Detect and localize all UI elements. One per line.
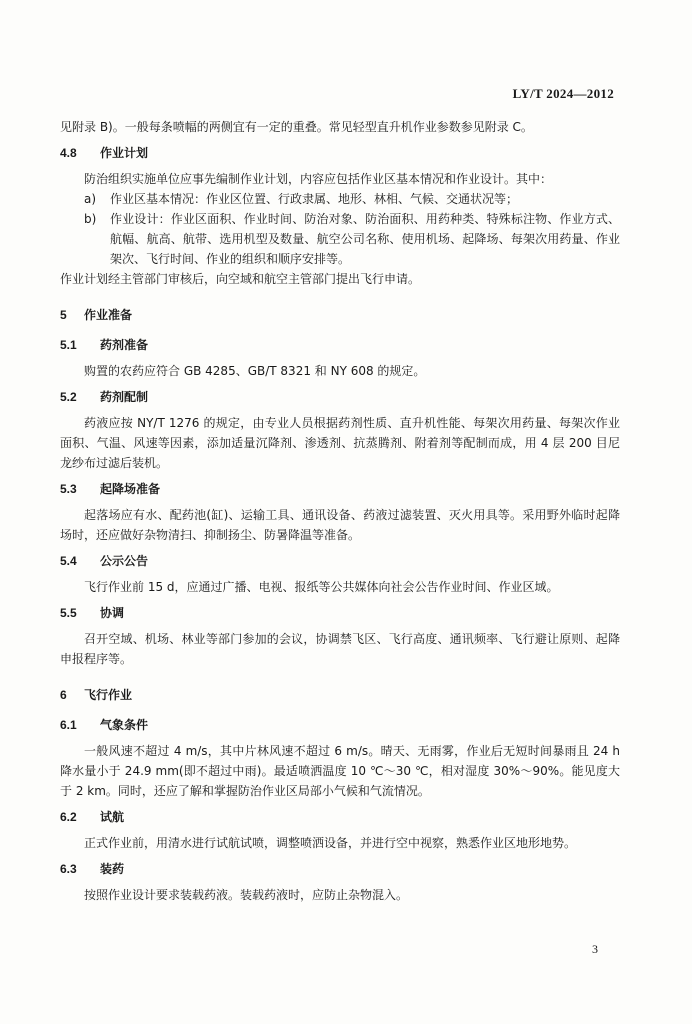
section-number: 6.3 <box>60 862 77 876</box>
list-marker: b) <box>84 212 97 226</box>
list-item <box>60 189 620 209</box>
section-number: 5.2 <box>60 390 77 404</box>
section-title: 装药 <box>100 862 125 876</box>
section-number: 5.4 <box>60 554 77 568</box>
section-title: 作业准备 <box>84 308 133 322</box>
section-5-5-heading <box>60 603 620 623</box>
section-4-8-paragraph: 防治组织实施单位应事先编制作业计划，内容应包括作业区基本情况和作业设计。其中： <box>84 172 553 186</box>
section-6-3-heading <box>60 859 620 879</box>
section-number: 5.1 <box>60 338 77 352</box>
section-5-1-paragraph: 购置的农药应符合 GB 4285、GB/T 8321 和 NY 608 的规定。 <box>84 364 426 378</box>
section-number: 5.5 <box>60 606 77 620</box>
section-6-1-paragraph: 一般风速不超过 4 m/s，其中片林风速不超过 6 m/s。晴天、无雨雾，作业后无短时间暴雨且 24 h 降水量小于 24.9 mm(即不超过中雨)。最适喷洒温度 10 ℃～30 ℃，相对湿度 30%～90%。能见度大于 2 km。同时，还应了解和掌握防治作业区局部小气候和气流情况。 <box>60 744 620 798</box>
document-body <box>60 117 620 905</box>
section-title: 作业计划 <box>100 146 149 160</box>
section-number: 5.3 <box>60 482 77 496</box>
section-number: 6.2 <box>60 810 77 824</box>
section-6-3-paragraph: 按照作业设计要求装载药液。装载药液时，应防止杂物混入。 <box>84 888 409 902</box>
section-number: 6.1 <box>60 718 77 732</box>
section-title: 起降场准备 <box>100 482 161 496</box>
continued-paragraph: 见附录 B)。一般每条喷幅的两侧宜有一定的重叠。常见轻型直升机作业参数参见附录 C。 <box>60 120 533 134</box>
section-6-1-heading <box>60 715 620 735</box>
section-5-4-paragraph: 飞行作业前 15 d，应通过广播、电视、报纸等公共媒体向社会公告作业时间、作业区域。 <box>84 580 559 594</box>
section-5-4-heading <box>60 551 620 571</box>
page-number: 3 <box>592 942 598 956</box>
list-text: 作业设计：作业区面积、作业时间、防治对象、防治面积、用药种类、特殊标注物、作业方式、航幅、航高、航带、选用机型及数量、航空公司名称、使用机场、起降场、每架次用药量、作业架次、飞行时间、作业的组织和顺序安排等。 <box>110 212 620 266</box>
section-5-2-paragraph: 药液应按 NY/T 1276 的规定，由专业人员根据药剂性质、直升机性能、每架次用药量、每架次作业面积、气温、风速等因素，添加适量沉降剂、渗透剂、抗蒸腾剂、附着剂等配制而成，用 4 层 200 目尼龙纱布过滤后装机。 <box>60 416 620 470</box>
section-5-3-heading <box>60 479 620 499</box>
list-marker: a) <box>84 192 97 206</box>
section-4-8-closing: 作业计划经主管部门审核后，向空域和航空主管部门提出飞行申请。 <box>60 272 421 286</box>
section-6-2-paragraph: 正式作业前，用清水进行试航试喷，调整喷洒设备，并进行空中视察，熟悉作业区地形地势。 <box>84 836 577 850</box>
section-6-heading <box>60 685 620 705</box>
section-5-3-paragraph: 起落场应有水、配药池(缸)、运输工具、通讯设备、药液过滤装置、灭火用具等。采用野外临时起降场时，还应做好杂物清扫、抑制扬尘、防暑降温等准备。 <box>60 508 620 542</box>
list-item <box>60 209 620 269</box>
section-title: 协调 <box>100 606 125 620</box>
section-title: 气象条件 <box>100 718 149 732</box>
section-5-heading <box>60 305 620 325</box>
standard-code: LY/T 2024—2012 <box>512 86 614 101</box>
section-title: 试航 <box>100 810 125 824</box>
section-number: 6 <box>60 688 67 702</box>
section-title: 飞行作业 <box>84 688 133 702</box>
section-5-5-paragraph: 召开空域、机场、林业等部门参加的会议，协调禁飞区、飞行高度、通讯频率、飞行避让原则、起降申报程序等。 <box>60 632 620 666</box>
section-number: 4.8 <box>60 146 77 160</box>
section-5-1-heading <box>60 335 620 355</box>
list-text: 作业区基本情况：作业区位置、行政隶属、地形、林相、气候、交通状况等； <box>110 192 519 206</box>
section-title: 药剂准备 <box>100 338 149 352</box>
section-title: 药剂配制 <box>100 390 149 404</box>
section-number: 5 <box>60 308 67 322</box>
section-title: 公示公告 <box>100 554 149 568</box>
section-6-2-heading <box>60 807 620 827</box>
section-5-2-heading <box>60 387 620 407</box>
section-4-8-heading <box>60 143 620 163</box>
